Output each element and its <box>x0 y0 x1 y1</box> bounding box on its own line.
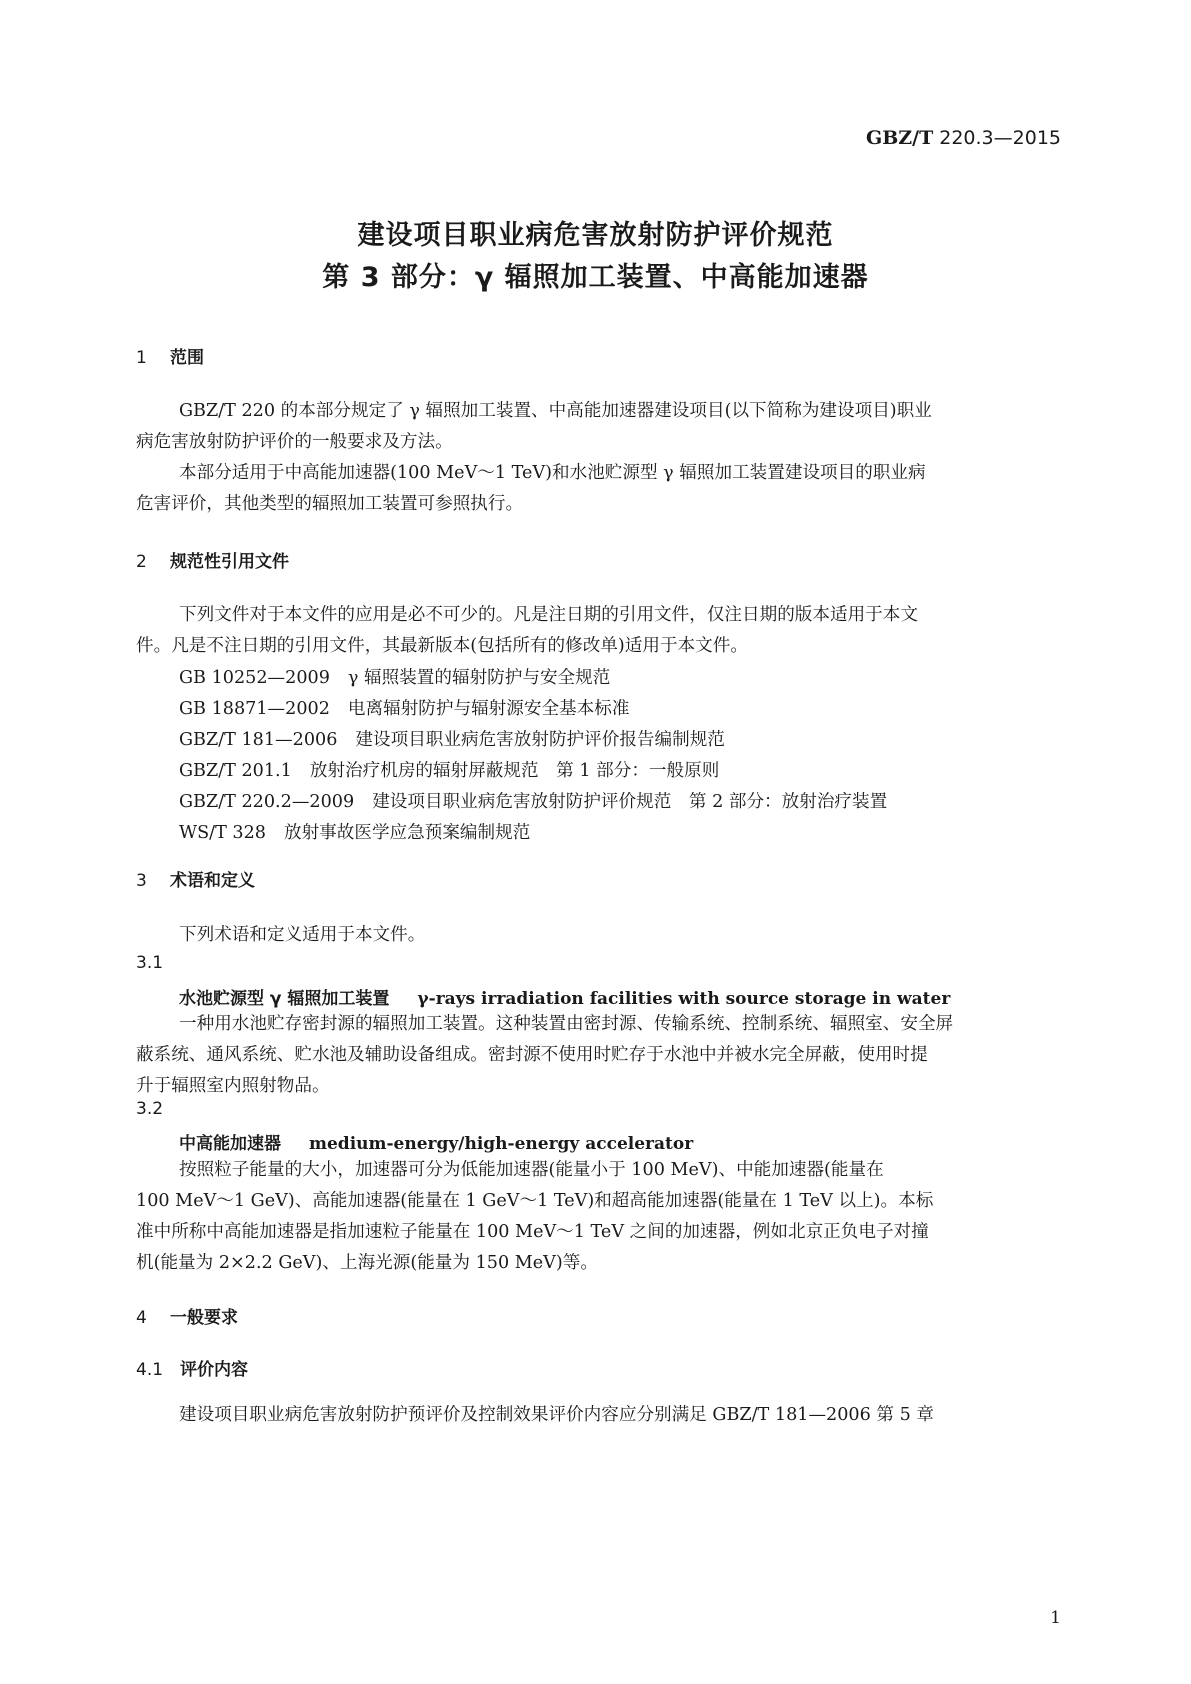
text-line: 危害评价，其他类型的辐照加工装置可参照执行。 <box>136 494 524 514</box>
reference-item <box>179 757 719 782</box>
text-line: 机(能量为 2×2.2 GeV)、上海光源(能量为 150 MeV)等。 <box>136 1253 598 1273</box>
reference-item <box>179 788 887 813</box>
text-line: 下列文件对于本文件的应用是必不可少的。凡是注日期的引用文件，仅注日期的版本适用于本文 <box>179 605 918 625</box>
section-3-intro <box>136 920 1056 951</box>
document-subtitle: 第 3 部分：γ 辐照加工装置、中高能加速器 <box>322 262 869 293</box>
term-english: γ-rays irradiation facilities with source storage in water <box>417 989 951 1009</box>
section-number: 2 <box>136 552 147 572</box>
text-line: 准中所称中高能加速器是指加速粒子能量在 100 MeV～1 TeV 之间的加速器，例如北京正负电子对撞 <box>136 1222 929 1242</box>
reference-title: 建设项目职业病危害放射防护评价报告编制规范 <box>355 730 725 750</box>
section-title: 一般要求 <box>170 1308 238 1328</box>
text-line: 升于辐照室内照射物品。 <box>136 1076 330 1096</box>
reference-item <box>179 726 725 751</box>
document-title: 建设项目职业病危害放射防护评价规范 <box>357 220 834 251</box>
reference-item <box>179 664 610 689</box>
text-line: 病危害放射防护评价的一般要求及方法。 <box>136 432 453 452</box>
section-2-paragraph-1 <box>136 600 1056 662</box>
reference-code: GB 10252—2009 <box>179 668 330 688</box>
clause-number: 3.2 <box>136 1099 164 1119</box>
term-chinese: 中高能加速器 <box>179 1134 281 1154</box>
term-english: medium-energy/high-energy accelerator <box>309 1134 694 1154</box>
term-3-1 <box>179 984 950 1009</box>
term-3-2 <box>179 1129 693 1154</box>
section-number: 1 <box>136 348 147 368</box>
text-line: 下列术语和定义适用于本文件。 <box>179 925 426 945</box>
section-title: 范围 <box>170 348 204 368</box>
standard-code-prefix: GBZ/T <box>865 127 934 149</box>
section-1-paragraph-1 <box>136 396 1056 458</box>
reference-item <box>179 695 629 720</box>
section-number: 4 <box>136 1308 147 1328</box>
text-line: 100 MeV～1 GeV)、高能加速器(能量在 1 GeV～1 TeV)和超高能加速器(能量在 1 TeV 以上)。本标 <box>136 1191 934 1211</box>
reference-code: GBZ/T 201.1 <box>179 761 292 781</box>
reference-title: 建设项目职业病危害放射防护评价规范 第 2 部分：放射治疗装置 <box>372 792 888 812</box>
subsection-4-1-paragraph <box>136 1400 1056 1431</box>
reference-title: γ 辐照装置的辐射防护与安全规范 <box>347 668 611 688</box>
reference-title: 放射治疗机房的辐射屏蔽规范 第 1 部分：一般原则 <box>309 761 720 781</box>
standard-code-number: 220.3—2015 <box>933 127 1061 149</box>
term-chinese: 水池贮源型 γ 辐照加工装置 <box>179 989 390 1009</box>
reference-title: 放射事故医学应急预案编制规范 <box>283 823 531 843</box>
text-line: 建设项目职业病危害放射防护预评价及控制效果评价内容应分别满足 GBZ/T 181—2006 第 5 章 <box>179 1405 934 1425</box>
section-1-heading <box>136 343 204 368</box>
clause-number: 3.1 <box>136 953 164 973</box>
reference-code: GBZ/T 181—2006 <box>179 730 338 750</box>
reference-code: WS/T 328 <box>179 823 266 843</box>
subsection-4-1-heading <box>136 1355 248 1380</box>
section-number: 3 <box>136 871 147 891</box>
standard-code <box>866 127 1061 149</box>
reference-title: 电离辐射防护与辐射源安全基本标准 <box>347 699 630 719</box>
text-line: 按照粒子能量的大小，加速器可分为低能加速器(能量小于 100 MeV)、中能加速器(能量在 <box>179 1160 884 1180</box>
section-1-paragraph-2 <box>136 458 1056 520</box>
term-3-2-definition <box>136 1155 1056 1279</box>
subsection-title: 评价内容 <box>180 1360 248 1380</box>
reference-item <box>179 819 530 844</box>
subsection-number: 4.1 <box>136 1360 164 1380</box>
term-3-1-definition <box>136 1009 1056 1102</box>
section-title: 规范性引用文件 <box>170 552 289 572</box>
reference-code: GBZ/T 220.2—2009 <box>179 792 355 812</box>
text-line: 本部分适用于中高能加速器(100 MeV～1 TeV)和水池贮源型 γ 辐照加工装置建设项目的职业病 <box>179 463 926 483</box>
text-line: 件。凡是不注日期的引用文件，其最新版本(包括所有的修改单)适用于本文件。 <box>136 636 748 656</box>
section-title: 术语和定义 <box>170 871 255 891</box>
text-line: GBZ/T 220 的本部分规定了 γ 辐照加工装置、中高能加速器建设项目(以下简称为建设项目)职业 <box>179 401 932 421</box>
section-4-heading <box>136 1303 238 1328</box>
reference-code: GB 18871—2002 <box>179 699 330 719</box>
text-line: 蔽系统、通风系统、贮水池及辅助设备组成。密封源不使用时贮存于水池中并被水完全屏蔽，使用时提 <box>136 1045 928 1065</box>
page-number: 1 <box>1050 1608 1061 1628</box>
section-2-heading <box>136 547 289 572</box>
text-line: 一种用水池贮存密封源的辐照加工装置。这种装置由密封源、传输系统、控制系统、辐照室、安全屏 <box>179 1014 954 1034</box>
section-3-heading <box>136 866 255 891</box>
